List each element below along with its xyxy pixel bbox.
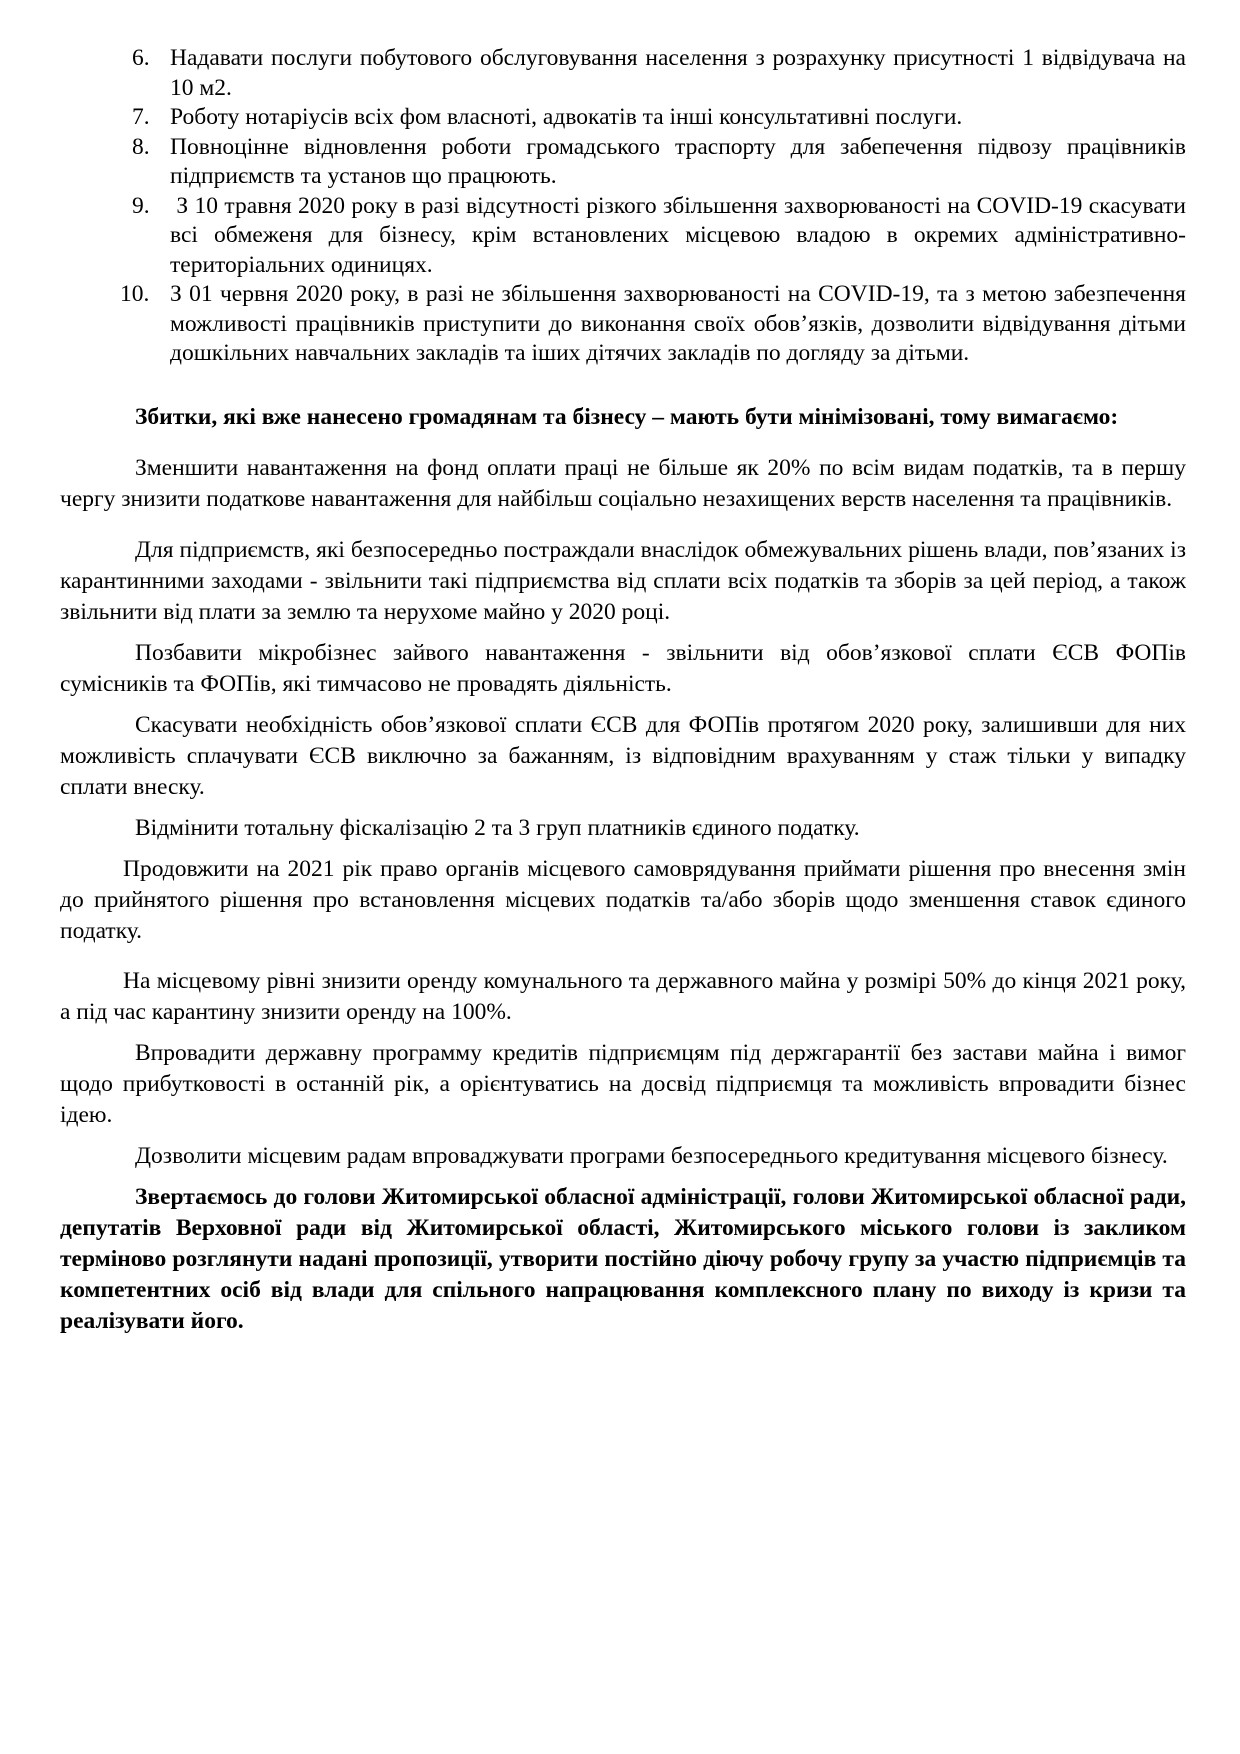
numbered-list [60, 44, 1192, 369]
demands-heading: Збитки, які вже нанесено громадянам та бізнесу – мають бути мінімізовані, тому вимагаємо: [135, 403, 1119, 430]
paragraph-rent: На місцевому рівні знизити оренду комунального та державного майна у розмірі 50% до кінця 2021 року, а під час карантину знизити оренду на 100%. [60, 967, 1186, 1025]
paragraph-local-councils: Дозволити місцевим радам впроваджувати програми безпосереднього кредитування місцевого бізнесу. [135, 1142, 1168, 1169]
list-item [60, 192, 1192, 281]
list-item [60, 44, 1186, 103]
list-text: Роботу нотаріусів всіх фом власноті, адвокатів та інші консультативні послуги. [170, 104, 963, 130]
list-number: 10. [120, 281, 150, 307]
appeal-paragraph: Звертаємось до голови Житомирської обласної адміністрації, голови Житомирської обласної ради, депутатів Верховної ради від Житомирської області, Житомирського міського голови із закликом терміново розглянути надані пропозиції, утворити постійно діючу робочу групу за участю підприємців та компетентних осіб від влади для спільного напрацювання комплексного плану по виходу із кризи та реалізувати його. [60, 1183, 1186, 1334]
list-text: З 10 травня 2020 року в разі відсутності різкого збільшення захворюваності на COVID-19 скасувати всі обмеженя для бізнесу, крім встановлених місцевою владою в окремих адміністративно-територіальних одиницях. [170, 192, 1192, 278]
list-number: 6. [132, 45, 150, 71]
list-text: Повноцінне відновлення роботи громадського траспорту для забепечення підвозу працівників підприємств та установ що працюють. [170, 133, 1186, 189]
list-item [60, 133, 1186, 192]
paragraph-esv: Скасувати необхідність обов’язкової сплати ЄСВ для ФОПів протягом 2020 року, залишивши для них можливість сплачувати ЄСВ виключно за бажанням, із відповідним врахуванням у стаж тільки у випадку сплати внеску. [60, 711, 1186, 800]
paragraph-credit-program: Впровадити державну программу кредитів підприємцям під держгарантії без застави майна і вимог щодо прибутковості в останній рік, а орієнтуватись на досвід підприємця та можливість впровадити бізнес ідею. [60, 1039, 1186, 1128]
list-text: З 01 червня 2020 року, в разі не збільшення захворюваності на COVID-19, та з метою забезпечення можливості працівників приступити до виконання своїх обов’язків, дозволити відвідування дітьми дошкільних навчальних закладів та іших дітячих закладів по догляду за дітьми. [170, 281, 1186, 366]
paragraph-payroll-tax: Зменшити навантаження на фонд оплати праці не більше як 20% по всім видам податків, та в першу чергу знизити податкове навантаження для найбільш соціально незахищених верств населення та працівників. [60, 454, 1186, 512]
list-number: 9. [132, 192, 150, 219]
paragraph-microbusiness: Позбавити мікробізнес зайвого навантаження - звільнити від обов’язкової сплати ЄСВ ФОПів сумісників та ФОПів, які тимчасово не провадять діяльність. [60, 639, 1186, 697]
paragraph-local-government: Продовжити на 2021 рік право органів місцевого самоврядування приймати рішення про внесення змін до прийнятого рішення про встановлення місцевих податків та/або зборів щодо зменшення ставок єдиного податку. [60, 855, 1186, 944]
list-item [60, 103, 1186, 133]
document-page [60, 44, 1192, 1337]
list-number: 8. [132, 133, 150, 160]
list-number: 7. [132, 104, 150, 130]
paragraph-fiscalization: Відмінити тотальну фіскалізацію 2 та 3 груп платників єдиного податку. [135, 814, 860, 841]
list-text: Надавати послуги побутового обслуговування населення з розрахунку присутності 1 відвідувача на 10 м2. [170, 45, 1186, 101]
paragraph-affected-enterprises: Для підприємств, які безпосередньо постраждали внаслідок обмежувальних рішень влади, пов’язаних із карантинними заходами - звільнити такі підприємства від сплати всіх податків та зборів за цей період, а також звільнити від плати за землю та нерухоме майно у 2020 році. [60, 536, 1186, 625]
list-item [60, 280, 1186, 369]
